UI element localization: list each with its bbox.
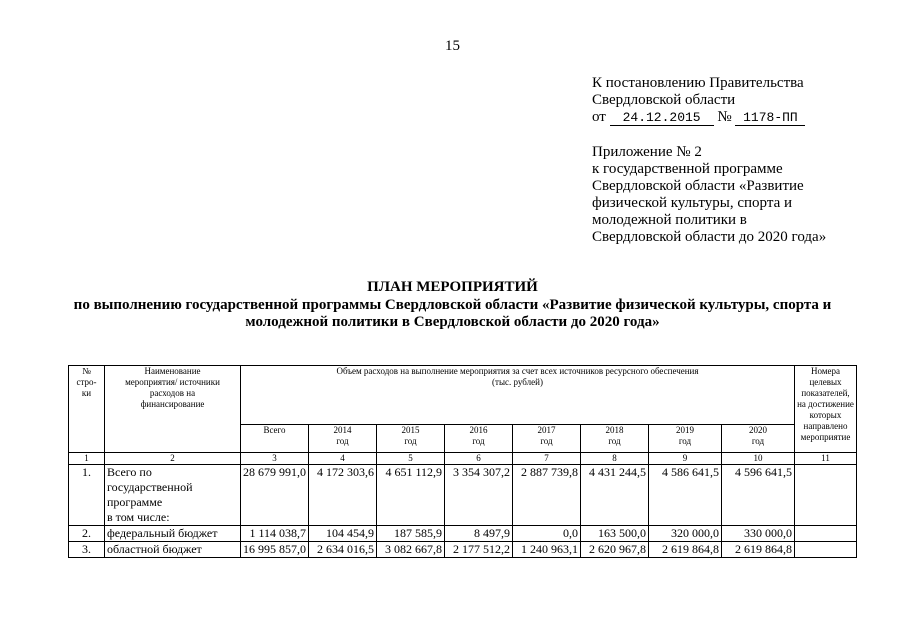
value-cell: 8 497,9 (445, 526, 513, 542)
column-number: 9 (649, 453, 722, 465)
targets-cell (795, 542, 857, 558)
year-header (649, 425, 722, 453)
table-row (69, 526, 857, 542)
row-name-line: в том числе: (107, 510, 170, 524)
header-text: Номера (810, 366, 840, 376)
header-activity-name (105, 366, 241, 453)
row-name (105, 526, 241, 542)
appendix-line: к государственной программе (592, 161, 783, 177)
column-number: 5 (377, 453, 445, 465)
targets-cell (795, 526, 857, 542)
year-header-label: 2016 (469, 425, 488, 435)
value-cell: 4 651 112,9 (377, 465, 445, 526)
header-text: финансирование (140, 399, 205, 409)
plan-subtitle (20, 297, 885, 331)
targets-cell (795, 465, 857, 526)
appendix-line: Свердловской области до 2020 года» (592, 229, 827, 245)
header-row-number (69, 366, 105, 453)
year-header-label: 2014 (333, 425, 352, 435)
row-name (105, 542, 241, 558)
column-number: 10 (722, 453, 795, 465)
approval-line-2: Свердловской области (592, 92, 736, 108)
appendix-line: Приложение № 2 (592, 144, 702, 160)
header-text: Объем расходов на выполнение мероприятия за счет всех источников ресурсного обеспечения (336, 366, 699, 376)
header-text: мероприятие (800, 432, 851, 442)
number-prefix: № (717, 109, 732, 125)
year-header-label: 2019 (676, 425, 694, 435)
column-number: 7 (513, 453, 581, 465)
header-text: целевых (809, 377, 842, 387)
year-header-sub: год (472, 436, 485, 446)
expenses-table (68, 365, 857, 558)
header-text: показателей, (801, 388, 850, 398)
value-cell: 2 887 739,8 (513, 465, 581, 526)
header-row-top (69, 366, 857, 425)
value-cell: 28 679 991,0 (241, 465, 309, 526)
header-text: расходов на (149, 388, 196, 398)
appendix-line: физической культуры, спорта и (592, 195, 793, 211)
value-cell: 2 177 512,2 (445, 542, 513, 558)
value-cell: 104 454,9 (309, 526, 377, 542)
value-cell: 2 619 864,8 (722, 542, 795, 558)
column-number: 1 (69, 453, 105, 465)
column-number: 11 (795, 453, 857, 465)
row-name-line: государственной (107, 480, 193, 494)
column-number: 8 (581, 453, 649, 465)
header-text: ки (81, 388, 92, 398)
year-header (581, 425, 649, 453)
date-prefix: от (592, 109, 606, 125)
appendix-line: Свердловской области «Развитие (592, 178, 804, 194)
value-cell: 320 000,0 (649, 526, 722, 542)
value-cell: 163 500,0 (581, 526, 649, 542)
header-text: № (82, 366, 91, 376)
column-number: 6 (445, 453, 513, 465)
row-number: 2. (69, 526, 105, 542)
approval-line-1: К постановлению Правительства (592, 75, 804, 91)
appendix-block (592, 144, 826, 246)
year-header (377, 425, 445, 453)
column-number: 2 (105, 453, 241, 465)
header-target-indicators (795, 366, 857, 453)
value-cell: 4 172 303,6 (309, 465, 377, 526)
year-header-label: 2017 (537, 425, 556, 435)
year-header-label: 2020 (749, 425, 767, 435)
table-row (69, 542, 857, 558)
row-name-line: областной бюджет (107, 542, 202, 556)
value-cell: 0,0 (513, 526, 581, 542)
year-header (309, 425, 377, 453)
approval-date-line (592, 109, 805, 126)
plan-subtitle-line-1: по выполнению государственной программы Свердловской области «Развитие физической культуры, спорта и (73, 297, 832, 313)
year-header (445, 425, 513, 453)
header-text: (тыс. рублей) (492, 377, 543, 387)
year-header-sub: год (751, 436, 765, 446)
value-cell: 2 634 016,5 (309, 542, 377, 558)
year-header-sub: год (678, 436, 692, 446)
approval-number: 1178-ПП (735, 111, 805, 126)
header-text: направлено (803, 421, 848, 431)
value-cell: 2 619 864,8 (649, 542, 722, 558)
approval-block (592, 75, 805, 126)
table-row (69, 465, 857, 526)
row-name-line: Всего по (107, 465, 152, 479)
page-number: 15 (445, 38, 460, 54)
approval-date: 24.12.2015 (610, 111, 714, 126)
year-header-sub: год (404, 436, 417, 446)
year-header-label: 2018 (605, 425, 624, 435)
value-cell: 16 995 857,0 (241, 542, 309, 558)
value-cell: 3 354 307,2 (445, 465, 513, 526)
year-header-sub: год (540, 436, 553, 446)
value-cell: 4 431 244,5 (581, 465, 649, 526)
header-text: Наименование (144, 366, 201, 376)
plan-subtitle-line-2: молодежной политики в Свердловской области до 2020 года» (245, 314, 660, 330)
value-cell: 3 082 667,8 (377, 542, 445, 558)
header-text: которых (809, 410, 842, 420)
plan-title: ПЛАН МЕРОПРИЯТИЙ (367, 279, 538, 295)
year-header (241, 425, 309, 453)
header-expense-volume (241, 366, 795, 425)
year-header-label: Всего (263, 425, 286, 435)
row-number: 1. (69, 465, 105, 526)
value-cell: 1 114 038,7 (241, 526, 309, 542)
year-header (722, 425, 795, 453)
value-cell: 4 596 641,5 (722, 465, 795, 526)
column-number: 3 (241, 453, 309, 465)
year-header-sub: год (336, 436, 349, 446)
appendix-line: молодежной политики в (592, 212, 747, 228)
column-number: 4 (309, 453, 377, 465)
header-text: на достижение (797, 399, 854, 409)
value-cell: 330 000,0 (722, 526, 795, 542)
value-cell: 1 240 963,1 (513, 542, 581, 558)
header-text: мероприятия/ источники (125, 377, 220, 387)
row-name-line: федеральный бюджет (107, 526, 218, 540)
value-cell: 4 586 641,5 (649, 465, 722, 526)
row-name-line: программе (107, 495, 163, 509)
row-name (105, 465, 241, 526)
year-header-sub: год (608, 436, 621, 446)
row-number: 3. (69, 542, 105, 558)
header-text: стро- (76, 377, 97, 387)
year-header (513, 425, 581, 453)
column-number-row (69, 453, 857, 465)
value-cell: 187 585,9 (377, 526, 445, 542)
year-header-label: 2015 (401, 425, 420, 435)
value-cell: 2 620 967,8 (581, 542, 649, 558)
